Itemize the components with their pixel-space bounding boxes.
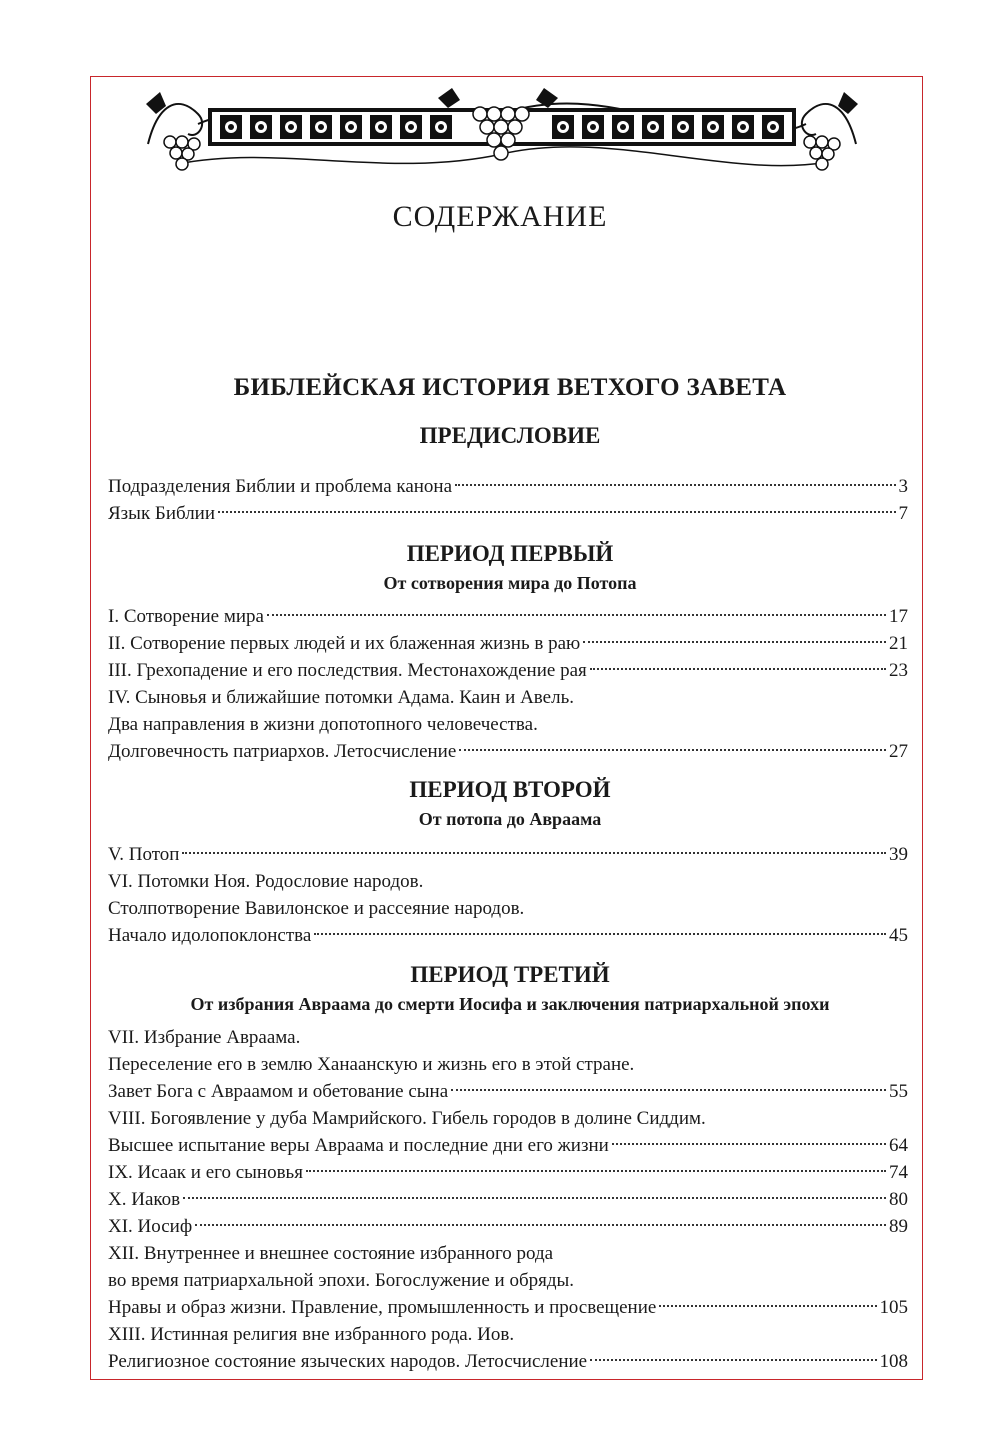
toc-entry[interactable] bbox=[108, 1052, 908, 1078]
toc-entry[interactable] bbox=[108, 842, 908, 868]
entry-page: 64 bbox=[889, 1135, 908, 1156]
entry-page: 27 bbox=[889, 741, 908, 762]
period1-subheading: От сотворения мира до Потопа bbox=[383, 573, 637, 593]
toc-entry[interactable] bbox=[108, 1106, 908, 1132]
period3-subheading: От избрания Авраама до смерти Иосифа и заключения патриархальной эпохи bbox=[190, 994, 830, 1014]
entry-text: I. Сотворение мира bbox=[108, 606, 264, 627]
book-title: БИБЛЕЙСКАЯ ИСТОРИЯ ВЕТХОГО ЗАВЕТА bbox=[233, 374, 787, 401]
leader-dots bbox=[659, 1305, 876, 1307]
entry-page: 17 bbox=[889, 606, 908, 627]
entry-text: VII. Избрание Авраама. bbox=[108, 1027, 301, 1048]
period2-heading: ПЕРИОД ВТОРОЙ bbox=[409, 777, 611, 802]
period3-heading: ПЕРИОД ТРЕТИЙ bbox=[410, 962, 610, 987]
entry-text: во время патриархальной эпохи. Богослужение и обряды. bbox=[108, 1270, 575, 1291]
leader-dots bbox=[590, 1359, 876, 1361]
entry-page: 45 bbox=[889, 925, 908, 946]
leader-dots bbox=[612, 1143, 886, 1145]
toc-entry[interactable] bbox=[108, 896, 908, 922]
toc-entry[interactable] bbox=[108, 712, 908, 738]
vine-grape-ornament-icon bbox=[138, 84, 866, 180]
entry-text: Начало идолопоклонства bbox=[108, 925, 312, 946]
toc-entry[interactable] bbox=[108, 1160, 908, 1186]
entry-text: Религиозное состояние языческих народов. Летосчисление bbox=[108, 1351, 588, 1372]
toc-entry[interactable] bbox=[108, 658, 908, 684]
entry-text: XI. Иосиф bbox=[108, 1216, 193, 1237]
toc-entry[interactable] bbox=[108, 1079, 908, 1105]
toc-entry[interactable] bbox=[108, 1241, 908, 1267]
leader-dots bbox=[314, 933, 886, 935]
entry-page: 21 bbox=[889, 633, 908, 654]
toc-entry[interactable] bbox=[108, 474, 908, 500]
leader-dots bbox=[218, 511, 895, 513]
entry-text: X. Иаков bbox=[108, 1189, 181, 1210]
entry-text: IV. Сыновья и ближайшие потомки Адама. Каин и Авель. bbox=[108, 687, 575, 708]
entry-page: 23 bbox=[889, 660, 908, 681]
entry-text: IX. Исаак и его сыновья bbox=[108, 1162, 303, 1183]
entry-text: VIII. Богоявление у дуба Мамрийского. Гибель городов в долине Сиддим. bbox=[108, 1108, 706, 1129]
entry-page: 7 bbox=[898, 503, 908, 524]
entry-text: Долговечность патриархов. Летосчисление bbox=[108, 741, 457, 762]
entry-text: Подразделения Библии и проблема канона bbox=[108, 476, 453, 497]
preface-heading: ПРЕДИСЛОВИЕ bbox=[419, 423, 601, 448]
toc-entry[interactable] bbox=[108, 923, 908, 949]
leader-dots bbox=[182, 852, 886, 854]
leader-dots bbox=[267, 614, 886, 616]
leader-dots bbox=[195, 1224, 886, 1226]
entry-page: 3 bbox=[898, 476, 908, 497]
entry-text: Завет Бога с Авраамом и обетование сына bbox=[108, 1081, 449, 1102]
leader-dots bbox=[451, 1089, 886, 1091]
period1-heading: ПЕРИОД ПЕРВЫЙ bbox=[406, 541, 614, 566]
entry-page: 80 bbox=[889, 1189, 908, 1210]
entry-text: Язык Библии bbox=[108, 503, 216, 524]
toc-entry[interactable] bbox=[108, 1187, 908, 1213]
entry-text: XIII. Истинная религия вне избранного рода. Иов. bbox=[108, 1324, 515, 1345]
toc-entry[interactable] bbox=[108, 1322, 908, 1348]
entry-text: II. Сотворение первых людей и их блаженная жизнь в раю bbox=[108, 633, 581, 654]
leader-dots bbox=[583, 641, 886, 643]
leader-dots bbox=[590, 668, 886, 670]
toc-entry[interactable] bbox=[108, 1133, 908, 1159]
entry-page: 74 bbox=[889, 1162, 908, 1183]
leader-dots bbox=[459, 749, 886, 751]
entry-page: 39 bbox=[889, 844, 908, 865]
entry-text: V. Потоп bbox=[108, 844, 180, 865]
entry-text: XII. Внутреннее и внешнее состояние избранного рода bbox=[108, 1243, 554, 1264]
entry-page: 89 bbox=[889, 1216, 908, 1237]
toc-entry[interactable] bbox=[108, 1214, 908, 1240]
entry-page: 105 bbox=[879, 1297, 908, 1318]
page-title: СОДЕРЖАНИЕ bbox=[392, 200, 608, 233]
toc-entry[interactable] bbox=[108, 1349, 908, 1375]
entry-text: III. Грехопадение и его последствия. Местонахождение рая bbox=[108, 660, 587, 681]
entry-page: 55 bbox=[889, 1081, 908, 1102]
toc-entry[interactable] bbox=[108, 631, 908, 657]
leader-dots bbox=[306, 1170, 886, 1172]
leader-dots bbox=[455, 484, 895, 486]
toc-entry[interactable] bbox=[108, 739, 908, 765]
entry-text: Высшее испытание веры Авраама и последние дни его жизни bbox=[108, 1135, 609, 1156]
entry-text: Нравы и образ жизни. Правление, промышленность и просвещение bbox=[108, 1297, 657, 1318]
toc-entry[interactable] bbox=[108, 501, 908, 527]
entry-text: Переселение его в землю Ханаанскую и жизнь его в этой стране. bbox=[108, 1054, 635, 1075]
entry-page: 108 bbox=[879, 1351, 908, 1372]
toc-entry[interactable] bbox=[108, 1295, 908, 1321]
toc-entry[interactable] bbox=[108, 685, 908, 711]
toc-entry[interactable] bbox=[108, 604, 908, 630]
entry-text: Столпотворение Вавилонское и рассеяние народов. bbox=[108, 898, 525, 919]
period2-subheading: От потопа до Авраама bbox=[418, 809, 602, 829]
entry-text: Два направления в жизни допотопного человечества. bbox=[108, 714, 538, 735]
toc-entry[interactable] bbox=[108, 1268, 908, 1294]
toc-entry[interactable] bbox=[108, 1025, 908, 1051]
leader-dots bbox=[183, 1197, 886, 1199]
entry-text: VI. Потомки Ноя. Родословие народов. bbox=[108, 871, 424, 892]
toc-entry[interactable] bbox=[108, 869, 908, 895]
